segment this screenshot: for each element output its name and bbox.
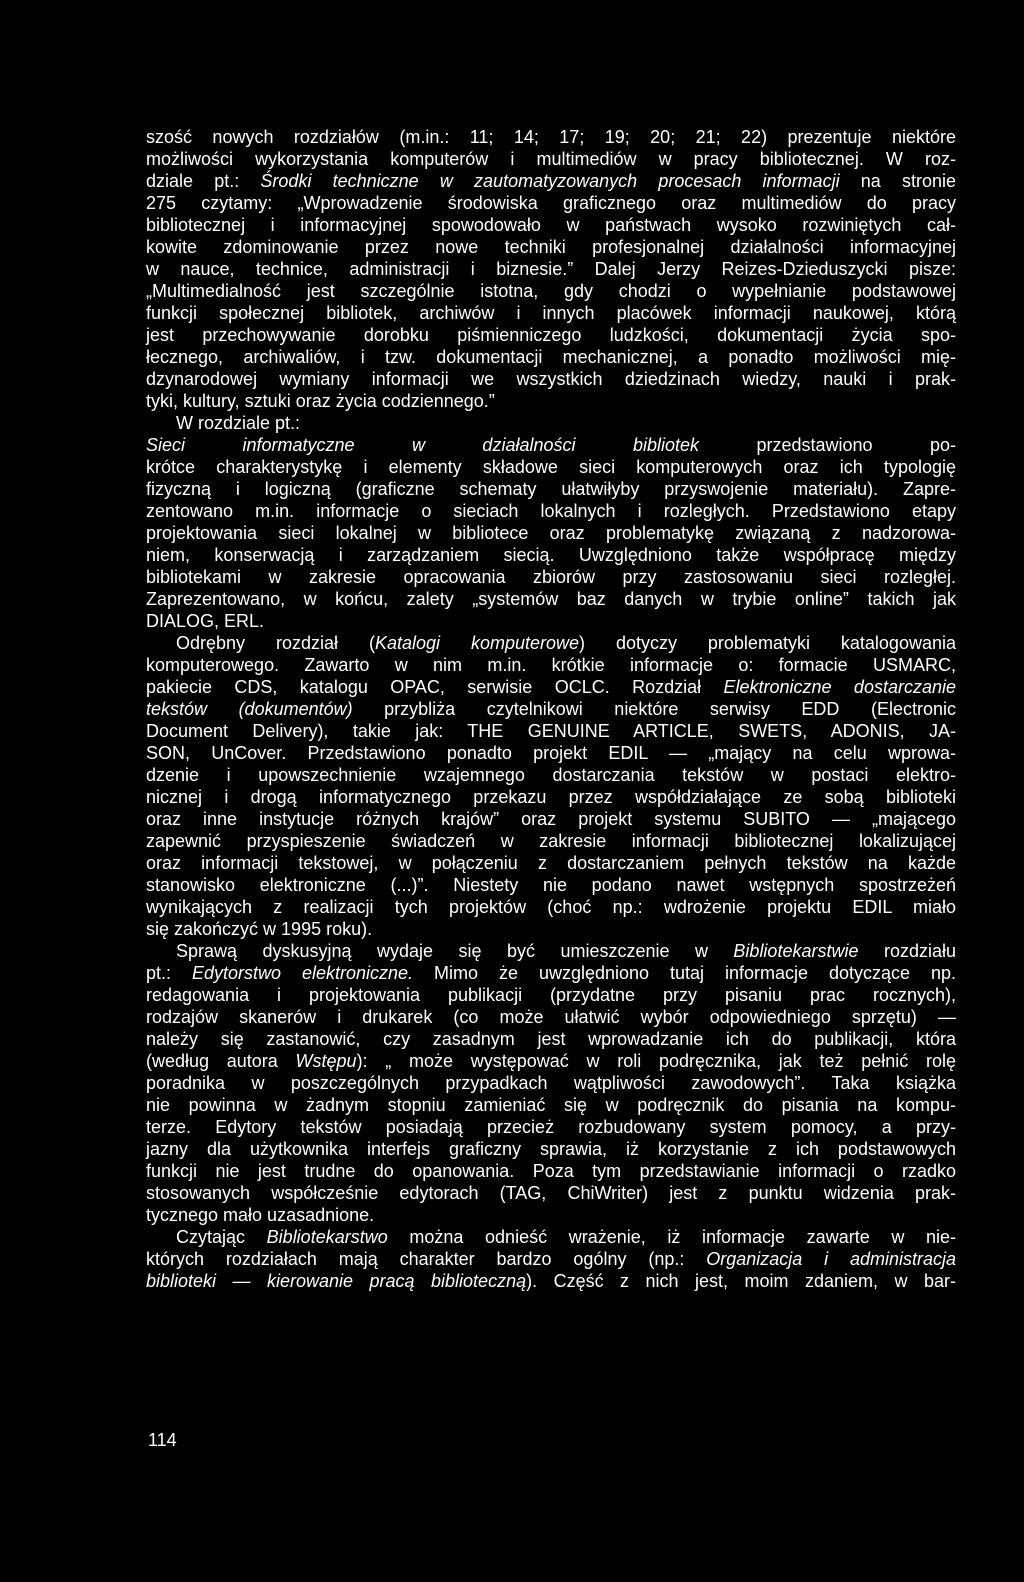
italic-title: tekstów (dokumentów) xyxy=(146,699,353,719)
text-line xyxy=(146,1094,956,1116)
text-run: pakiecie CDS, katalogu OPAC, serwisie OCLC. Rozdział xyxy=(146,677,724,697)
text-line xyxy=(146,478,956,500)
text-run: Odrębny rozdział ( xyxy=(176,633,375,653)
text-line xyxy=(146,126,956,148)
text-run: redagowania i projektowania publikacji (przydatne przy pisaniu prac rocznych), xyxy=(146,985,956,1005)
text-run: „Multimedialność jest szczególnie istotna, gdy chodzi o wypełnianie podstawowej xyxy=(146,281,956,301)
text-run: funkcji społecznej bibliotek, archiwów i innych placówek informacji naukowej, którą xyxy=(146,303,956,323)
text-line xyxy=(146,896,956,918)
text-line xyxy=(146,676,956,698)
text-run: dziale pt.: xyxy=(146,171,261,191)
text-run: SON, UnCover. Przedstawiono ponadto projekt EDIL — „mający na celu wprowa- xyxy=(146,743,956,763)
text-line xyxy=(146,632,956,654)
text-run: tyki, kultury, sztuki oraz życia codziennego.” xyxy=(146,391,495,411)
text-run: pt.: xyxy=(146,963,192,983)
text-line xyxy=(146,1248,956,1270)
text-run: ). Część z nich jest, moim zdaniem, w bar- xyxy=(526,1271,956,1291)
text-run: szość nowych rozdziałów (m.in.: 11; 14; 17; 19; 20; 21; 22) prezentuje niektóre xyxy=(146,127,956,147)
text-run: zentowano m.in. informacje o sieciach lokalnych i rozległych. Przedstawiono etapy xyxy=(146,501,956,521)
text-run: zapewnić przyspieszenie świadczeń w zakresie informacji bibliotecznej lokalizującej xyxy=(146,831,956,851)
text-line xyxy=(146,654,956,676)
text-run: ) dotyczy problematyki katalogowania xyxy=(579,633,956,653)
text-line xyxy=(146,720,956,742)
text-line xyxy=(146,1006,956,1028)
italic-title: Katalogi komputerowe xyxy=(374,633,579,653)
text-run: Zaprezentowano, w końcu, zalety „systemów baz danych w trybie online” takich jak xyxy=(146,589,956,609)
text-line xyxy=(146,1050,956,1072)
text-run: Sprawą dyskusyjną wydaje się być umieszczenie w xyxy=(176,941,734,961)
text-line xyxy=(146,1116,956,1138)
text-run: tycznego mało uzasadnione. xyxy=(146,1205,375,1225)
text-line xyxy=(146,412,956,434)
italic-title: biblioteki — kierowanie pracą biblioteczną xyxy=(146,1271,527,1291)
text-line xyxy=(146,1072,956,1094)
text-line xyxy=(146,698,956,720)
text-run: niem, konserwacją i zarządzaniem siecią. Uwzględniono także współpracę między xyxy=(146,545,956,565)
document-body xyxy=(146,126,956,1292)
text-run: DIALOG, ERL. xyxy=(146,611,265,631)
text-line xyxy=(146,764,956,786)
text-run: stosowanych współcześnie edytorach (TAG, ChiWriter) jest z punktu widzenia prak- xyxy=(146,1183,956,1203)
text-line xyxy=(146,390,956,412)
text-line xyxy=(146,1204,956,1226)
text-line xyxy=(146,1138,956,1160)
text-line xyxy=(146,522,956,544)
text-run: bibliotecznej i informacyjnej spowodowało w państwach wysoko rozwiniętych cał- xyxy=(146,215,956,235)
text-line xyxy=(146,302,956,324)
text-run: funkcji nie jest trudne do opanowania. Poza tym przedstawianie informacji o rzadko xyxy=(146,1161,956,1181)
text-run: oraz informacji tekstowej, w połączeniu z dostarczaniem pełnych tekstów na każde xyxy=(146,853,956,873)
page-number: 114 xyxy=(148,1430,177,1450)
italic-title: Środki techniczne w zautomatyzowanych procesach informacji xyxy=(260,171,840,191)
text-line xyxy=(146,830,956,852)
text-line xyxy=(146,324,956,346)
text-run: rodzajów skanerów i drukarek (co może ułatwić wybór odpowiedniego sprzętu) — xyxy=(146,1007,956,1027)
text-line xyxy=(146,808,956,830)
text-line xyxy=(146,742,956,764)
text-run: Mimo że uwzględniono tutaj informacje dotyczące np. xyxy=(413,963,957,983)
text-run: komputerowego. Zawarto w nim m.in. krótkie informacje o: formacie USMARC, xyxy=(146,655,956,675)
text-run: których rozdziałach mają charakter bardzo ogólny (np.: xyxy=(146,1249,707,1269)
text-line xyxy=(146,918,956,940)
text-line xyxy=(146,1182,956,1204)
text-line xyxy=(146,280,956,302)
text-run: na stronie xyxy=(839,171,956,191)
text-line xyxy=(146,1226,956,1248)
text-line xyxy=(146,192,956,214)
text-run: dzenie i upowszechnienie wzajemnego dostarczania tekstów w postaci elektro- xyxy=(146,765,956,785)
text-run: Document Delivery), takie jak: THE GENUINE ARTICLE, SWETS, ADONIS, JA- xyxy=(146,721,956,741)
italic-title: Edytorstwo elektroniczne. xyxy=(191,963,414,983)
text-run: 275 czytamy: „Wprowadzenie środowiska graficznego oraz multimediów do pracy xyxy=(146,193,956,213)
text-line xyxy=(146,148,956,170)
text-run: nie powinna w żadnym stopniu zamieniać się w podręcznik do pisania na kompu- xyxy=(146,1095,956,1115)
text-run: projektowania sieci lokalnej w bibliotece oraz problematykę związaną z nadzorowa- xyxy=(146,523,956,543)
text-line xyxy=(146,456,956,478)
text-line xyxy=(146,1028,956,1050)
text-line xyxy=(146,962,956,984)
italic-title: Bibliotekarstwo xyxy=(266,1227,388,1247)
text-line xyxy=(146,588,956,610)
text-line xyxy=(146,170,956,192)
text-run: jest przechowywanie dorobku piśmienniczego ludzkości, dokumentacji życia spo- xyxy=(146,325,956,345)
text-run: nicznej i drogą informatycznego przekazu przez współdziałające ze sobą biblioteki xyxy=(146,787,956,807)
text-line xyxy=(146,1270,956,1292)
text-run: jazny dla użytkownika interfejs graficzny sprawia, iż korzystanie z ich podstawowych xyxy=(146,1139,956,1159)
text-line xyxy=(146,346,956,368)
text-line xyxy=(146,258,956,280)
text-run: oraz inne instytucje różnych krajów” oraz projekt systemu SUBITO — „mającego xyxy=(146,809,956,829)
text-run: należy się zastanowić, czy zasadnym jest wprowadzanie ich do publikacji, która xyxy=(146,1029,956,1049)
text-run: poradnika w poszczególnych przypadkach wątpliwości zawodowych”. Taka książka xyxy=(146,1073,956,1093)
text-run: (według autora xyxy=(146,1051,296,1071)
text-run: fizyczną i logiczną (graficzne schematy ułatwiłyby przyswojenie materiału). Zapre- xyxy=(146,479,956,499)
text-run: bibliotekami w zakresie opracowania zbiorów przy zastosowaniu sieci rozległej. xyxy=(146,567,956,587)
text-run: się zakończyć w 1995 roku). xyxy=(146,919,373,939)
text-line xyxy=(146,236,956,258)
text-run: kowite zdominowanie przez nowe techniki profesjonalnej działalności informacyjnej xyxy=(146,237,956,257)
text-line xyxy=(146,852,956,874)
italic-title: Bibliotekarstwie xyxy=(733,941,859,961)
text-line xyxy=(146,940,956,962)
italic-title: Organizacja i administracja xyxy=(706,1249,956,1269)
text-run: Czytając xyxy=(176,1227,267,1247)
text-line xyxy=(146,544,956,566)
text-run: W rozdziale pt.: xyxy=(176,413,301,433)
text-run: stanowisko elektroniczne (...)”. Niestety nie podano nawet wstępnych spostrzeżeń xyxy=(146,875,956,895)
italic-title: Sieci informatyczne w działalności bibliotek xyxy=(146,435,699,455)
italic-title: Wstępu xyxy=(295,1051,357,1071)
text-line xyxy=(146,984,956,1006)
text-run: dzynarodowej wymiany informacji we wszystkich dziedzinach wiedzy, nauki i prak- xyxy=(146,369,956,389)
text-run: przedstawiono po- xyxy=(699,435,957,455)
text-run: rozdziału xyxy=(858,941,956,961)
text-run: przybliża czytelnikowi niektóre serwisy EDD (Electronic xyxy=(352,699,956,719)
text-run: łecznego, archiwaliów, i tzw. dokumentacji mechanicznej, a ponadto możliwości mię- xyxy=(146,347,956,367)
text-run: wynikających z realizacji tych projektów (choć np.: wdrożenie projektu EDIL miało xyxy=(146,897,956,917)
text-run: krótce charakterystykę i elementy składowe sieci komputerowych oraz ich typologię xyxy=(146,457,956,477)
text-line xyxy=(146,610,956,632)
text-line xyxy=(146,786,956,808)
text-run: ): „ może występować w roli podręcznika, jak też pełnić rolę xyxy=(356,1051,956,1071)
text-line xyxy=(146,1160,956,1182)
text-run: można odnieść wrażenie, iż informacje zawarte w nie- xyxy=(387,1227,956,1247)
text-run: w nauce, technice, administracji i biznesie.” Dalej Jerzy Reizes-Dzieduszycki pisze: xyxy=(146,259,956,279)
text-line xyxy=(146,566,956,588)
text-line xyxy=(146,874,956,896)
text-run: terze. Edytory tekstów posiadają przecież rozbudowany system pomocy, a przy- xyxy=(146,1117,956,1137)
text-line xyxy=(146,368,956,390)
text-line xyxy=(146,500,956,522)
text-line xyxy=(146,214,956,236)
italic-title: Elektroniczne dostarczanie xyxy=(723,677,956,697)
text-run: możliwości wykorzystania komputerów i multimediów w pracy bibliotecznej. W roz- xyxy=(146,149,956,169)
text-line xyxy=(146,434,956,456)
